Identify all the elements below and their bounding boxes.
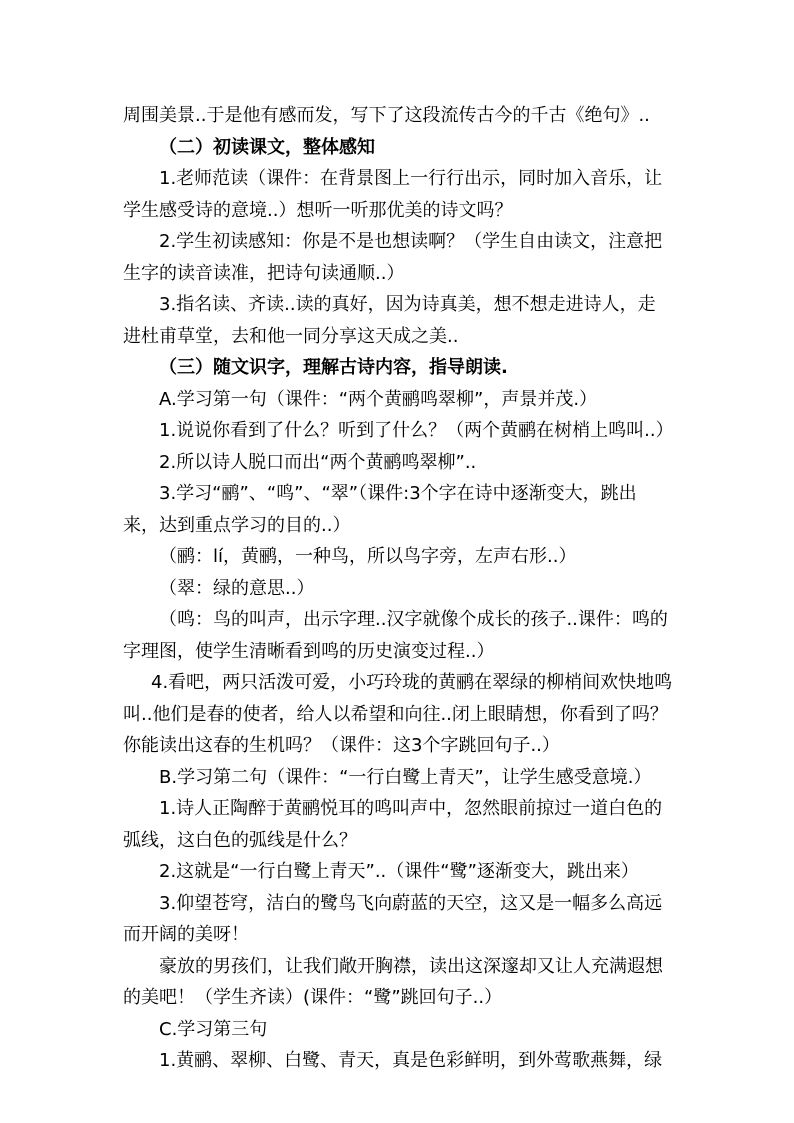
text-line: B.学习第二句（课件：“一行白鹭上青天”，让学生感受意境.）: [159, 766, 652, 788]
document-body: [123, 100, 683, 1077]
text-line: 字理图，使学生清晰看到鸣的历史演变过程..）: [123, 640, 495, 662]
text-line: 豪放的男孩们，让我们敞开胸襟，读出这深邃却又让人充满遐想: [159, 955, 663, 977]
text-line: 来，达到重点学习的目的..）: [123, 514, 351, 536]
text-line: 1.黄鹂、翠柳、白鹭、青天，真是色彩鲜明，到外莺歌燕舞，绿: [159, 1050, 663, 1071]
text-line: 4.看吧，两只活泼可爱，小巧玲珑的黄鹂在翠绿的柳梢间欢快地鸣: [151, 672, 673, 693]
text-line: C.学习第三句: [159, 1018, 268, 1040]
text-line: 叫..他们是春的使者，给人以希望和向往..闭上眼睛想，你看到了吗？: [123, 703, 668, 725]
text-line: 学生感受诗的意境..）想听一听那优美的诗文吗？: [123, 199, 513, 221]
section-heading: （三）随文识字，理解古诗内容，指导朗读.: [159, 357, 508, 378]
text-line: 1.说说你看到了什么？听到了什么？（两个黄鹂在树梢上鸣叫..）: [159, 420, 674, 441]
text-line: 3.学习“鹂”、“鸣”、“翠”（课件:3个字在诗中逐渐变大，跳出: [159, 483, 637, 504]
text-line: 3.指名读、齐读..读的真好，因为诗真美，想不想走进诗人，走: [159, 294, 656, 315]
text-line: A.学习第一句（课件：“两个黄鹂鸣翠柳”，声景并茂.）: [159, 388, 598, 410]
text-line: （鹂：lí，黄鹂，一种鸟，所以鸟字旁，左声右形..）: [159, 546, 577, 567]
text-line: 进杜甫草堂，去和他一同分享这天成之美..: [123, 325, 459, 347]
text-line: 2.学生初读感知：你是不是也想读啊？（学生自由读文，注意把: [159, 231, 663, 252]
text-line: 生字的读音读准，把诗句读通顺..）: [123, 262, 405, 284]
text-line: 3.仰望苍穹，洁白的鹭鸟飞向蔚蓝的天空，这又是一幅多么高远: [159, 892, 663, 914]
text-line: 2.所以诗人脱口而出“两个黄鹂鸣翠柳”..: [159, 451, 477, 473]
text-line: 1.老师范读（课件：在背景图上一行行出示，同时加入音乐，让: [159, 168, 663, 189]
text-line: 周围美景..于是他有感而发，写下了这段流传古今的千古《绝句》..: [123, 105, 650, 126]
text-line: 1.诗人正陶醉于黄鹂悦耳的鸣叫声中，忽然眼前掠过一道白色的: [159, 798, 663, 819]
text-line: （翠：绿的意思..）: [159, 577, 315, 599]
section-heading: （二）初读课文，整体感知: [159, 136, 375, 158]
text-line: 的美吧！（学生齐读）(课件：“鹭”跳回句子..）: [123, 987, 503, 1008]
text-line: 2.这就是“一行白鹭上青天”..（课件“鹭”逐渐变大，跳出来）: [159, 861, 639, 882]
text-line: 你能读出这春的生机吗？（课件：这3个字跳回句子..）: [123, 735, 560, 756]
text-line: 而开阔的美呀！: [123, 924, 249, 945]
text-line: 弧线，这白色的弧线是什么？: [123, 829, 357, 851]
text-line: （鸣：鸟的叫声，出示字理..汉字就像个成长的孩子..课件：鸣的: [159, 609, 668, 630]
